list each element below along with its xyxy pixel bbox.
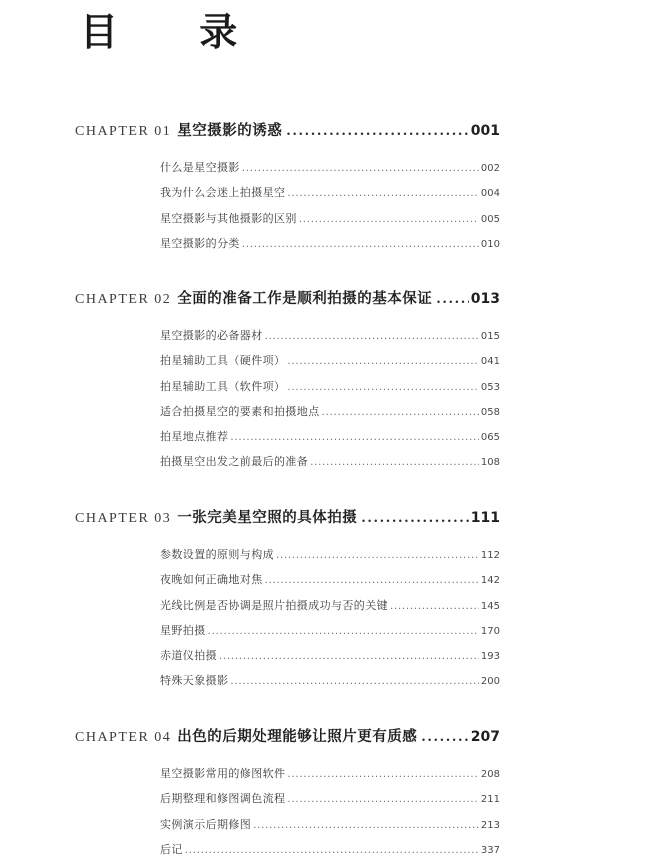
- chapter-heading[interactable]: [75, 288, 500, 310]
- chapter-label: CHAPTER 03: [75, 511, 172, 526]
- entry-page-number: 010: [480, 238, 500, 250]
- section-list: [160, 323, 500, 475]
- entry-title: 拍星地点推荐: [160, 430, 229, 444]
- chapter-page-number: 001: [470, 123, 500, 139]
- dot-leader: [286, 121, 468, 143]
- toc-entry[interactable]: [160, 399, 500, 424]
- chapter-heading[interactable]: [75, 120, 500, 142]
- page-title: 目 录: [80, 10, 272, 54]
- entry-title: 后记: [160, 842, 183, 856]
- dot-leader: [265, 568, 479, 593]
- entry-page-number: 015: [480, 331, 500, 342]
- toc-entry[interactable]: [160, 323, 500, 348]
- chapter-label: CHAPTER 04: [75, 730, 172, 745]
- chapter-heading[interactable]: [75, 507, 500, 529]
- chapter-03-section: [75, 507, 500, 694]
- chapter-01-section: [75, 120, 500, 256]
- entry-page-number: 053: [480, 381, 500, 393]
- entry-title: 星空摄影常用的修图软件: [160, 767, 286, 780]
- toc-entry[interactable]: [160, 542, 500, 567]
- chapter-02-section: [75, 288, 500, 475]
- entry-page-number: 145: [480, 600, 500, 612]
- dot-leader: [219, 644, 479, 669]
- chapter-label: CHAPTER 02: [75, 292, 172, 307]
- toc-entry[interactable]: [160, 424, 500, 449]
- dot-leader: [421, 727, 468, 749]
- entry-title: 特殊天象摄影: [160, 674, 229, 688]
- dot-leader: [299, 207, 479, 232]
- entry-title: 赤道仪拍摄: [160, 649, 217, 663]
- section-list: [160, 542, 500, 694]
- chapter-title: 星空摄影的诱惑: [177, 123, 283, 139]
- entry-page-number: 337: [480, 844, 500, 856]
- chapter-page-number: 111: [470, 510, 500, 526]
- toc-entry[interactable]: [160, 761, 500, 786]
- chapter-title: 全面的准备工作是顺利拍摄的基本保证: [177, 291, 433, 307]
- section-list: [160, 761, 500, 862]
- entry-title: 适合拍摄星空的要素和拍摄地点: [160, 404, 320, 418]
- toc-entry[interactable]: [160, 593, 500, 618]
- toc-entry[interactable]: [160, 837, 500, 862]
- entry-title: 夜晚如何正确地对焦: [160, 573, 263, 587]
- entry-page-number: 005: [480, 213, 500, 225]
- toc-entry[interactable]: [160, 449, 500, 474]
- toc-entry[interactable]: [160, 643, 500, 668]
- entry-page-number: 208: [480, 769, 500, 780]
- dot-leader: [242, 232, 479, 257]
- toc-entry[interactable]: [160, 668, 500, 693]
- dot-leader: [230, 425, 479, 450]
- chapter-heading[interactable]: [75, 726, 500, 748]
- dot-leader: [322, 400, 479, 425]
- dot-leader: [253, 813, 479, 838]
- toc-entry[interactable]: [160, 618, 500, 643]
- toc-entry[interactable]: [160, 374, 500, 399]
- entry-title: 参数设置的原则与构成: [160, 548, 274, 561]
- dot-leader: [287, 762, 479, 787]
- dot-leader: [310, 450, 479, 475]
- toc-entry[interactable]: [160, 231, 500, 256]
- chapter-title: 一张完美星空照的具体拍摄: [177, 510, 358, 526]
- entry-page-number: 213: [480, 819, 500, 831]
- entry-title: 星空摄影的必备器材: [160, 329, 263, 342]
- toc-entry[interactable]: [160, 155, 500, 180]
- dot-leader: [276, 543, 479, 568]
- toc-entry[interactable]: [160, 206, 500, 231]
- entry-title: 后期整理和修图调色流程: [160, 792, 286, 806]
- entry-page-number: 002: [480, 163, 500, 174]
- dot-leader: [436, 289, 468, 311]
- entry-title: 拍摄星空出发之前最后的准备: [160, 455, 309, 469]
- entry-title: 拍星辅助工具（软件项）: [160, 379, 286, 393]
- entry-title: 我为什么会迷上拍摄星空: [160, 186, 286, 200]
- entry-page-number: 112: [480, 550, 500, 561]
- entry-page-number: 108: [480, 457, 500, 469]
- entry-title: 星野拍摄: [160, 623, 206, 637]
- entry-page-number: 058: [480, 406, 500, 418]
- chapter-label: CHAPTER 01: [75, 124, 172, 139]
- entry-page-number: 170: [480, 625, 500, 637]
- dot-leader: [361, 508, 468, 530]
- toc-entry[interactable]: [160, 180, 500, 205]
- toc-entry[interactable]: [160, 786, 500, 811]
- chapter-04-section: [75, 726, 500, 862]
- dot-leader: [390, 594, 479, 619]
- chapter-page-number: 013: [470, 291, 500, 307]
- dot-leader: [287, 375, 479, 400]
- entry-page-number: 065: [480, 432, 500, 444]
- dot-leader: [208, 619, 479, 644]
- section-list: [160, 155, 500, 256]
- chapter-title: 出色的后期处理能够让照片更有质感: [177, 729, 418, 745]
- entry-title: 星空摄影与其他摄影的区别: [160, 211, 297, 225]
- chapter-page-number: 207: [470, 729, 500, 745]
- dot-leader: [287, 181, 479, 206]
- dot-leader: [287, 787, 479, 812]
- entry-page-number: 004: [480, 188, 500, 200]
- toc-entry[interactable]: [160, 812, 500, 837]
- dot-leader: [242, 156, 479, 181]
- entry-page-number: 041: [480, 356, 500, 368]
- toc-entry[interactable]: [160, 348, 500, 373]
- dot-leader: [185, 838, 479, 863]
- entry-page-number: 200: [480, 676, 500, 688]
- dot-leader: [265, 324, 479, 349]
- entry-title: 光线比例是否协调是照片拍摄成功与否的关键: [160, 598, 388, 612]
- entry-title: 星空摄影的分类: [160, 236, 240, 250]
- dot-leader: [287, 349, 479, 374]
- entry-title: 拍星辅助工具（硬件项）: [160, 354, 286, 368]
- entry-title: 什么是星空摄影: [160, 161, 240, 174]
- entry-page-number: 142: [480, 575, 500, 587]
- dot-leader: [230, 669, 479, 694]
- entry-page-number: 193: [480, 651, 500, 663]
- entry-title: 实例演示后期修图: [160, 817, 252, 831]
- toc-entry[interactable]: [160, 567, 500, 592]
- entry-page-number: 211: [480, 794, 500, 806]
